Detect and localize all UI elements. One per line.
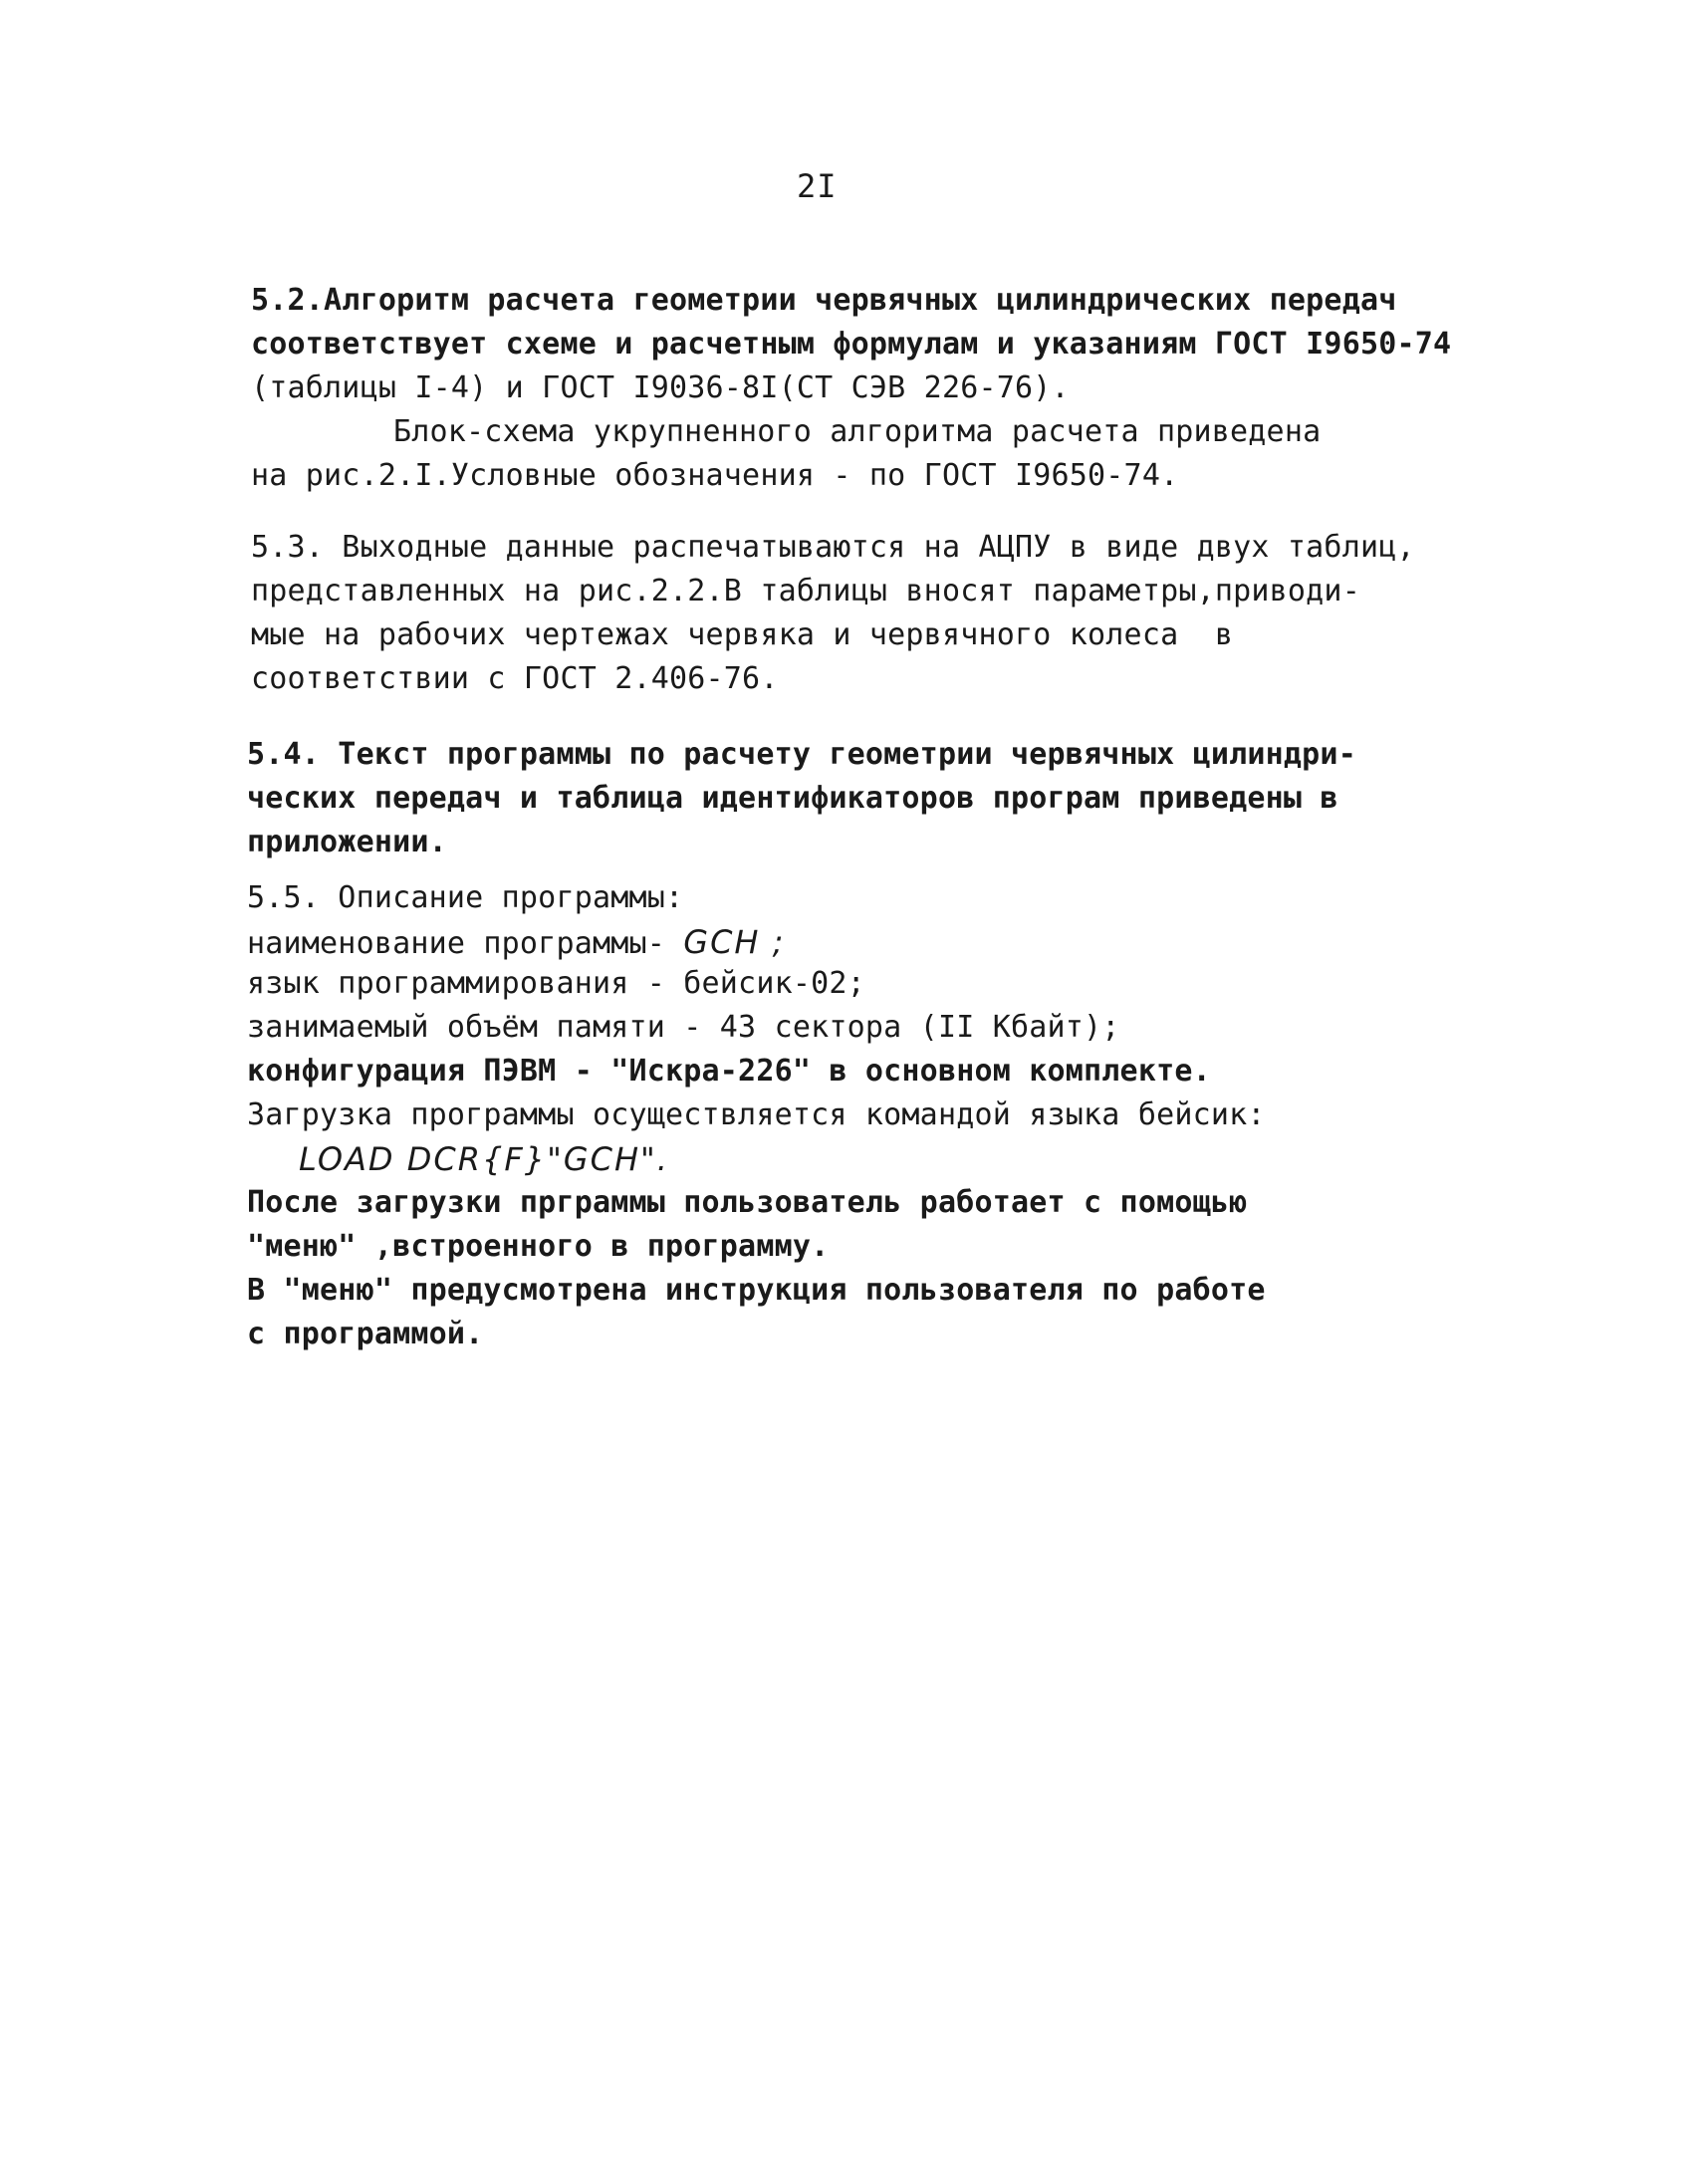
menu-line-1: В "меню" предусмотрена инструкция пользователя по работе [247, 1273, 1266, 1308]
section-5-5-heading: 5.5. Описание программы: [247, 880, 684, 915]
program-name-row [247, 922, 785, 964]
section-5-2-line-3: (таблицы I-4) и ГОСТ I9036-8I(СТ СЭВ 226-76). [251, 370, 1070, 405]
section-5-3-line-4: соответствии с ГОСТ 2.406-76. [251, 661, 779, 696]
section-5-2-line-4: Блок-схема укрупненного алгоритма расчета приведена [393, 414, 1322, 449]
section-5-4-line-1: 5.4. Текст программы по расчету геометрии червячных цилиндри- [247, 737, 1356, 772]
section-5-3-line-3: мые на рабочих чертежах червяка и червячного колеса в [251, 617, 1234, 652]
section-5-2-line-5: на рис.2.I.Условные обозначения - по ГОСТ I9650-74. [251, 458, 1179, 493]
section-5-3-line-1: 5.3. Выходные данные распечатываются на АЦПУ в виде двух таблиц, [251, 530, 1415, 565]
program-load-text: Загрузка программы осуществляется командой языка бейсик: [247, 1097, 1266, 1132]
section-5-4-line-3: приложении. [247, 825, 447, 859]
section-5-3-line-2: представленных на рис.2.2.В таблицы вносят параметры,приводи- [251, 574, 1360, 608]
program-language: язык программирования - бейсик-02; [247, 966, 865, 1001]
page-number: 2I [797, 167, 838, 205]
after-load-line-2: "меню" ,встроенного в программу. [247, 1229, 830, 1264]
section-5-4-line-2: ческих передач и таблица идентификаторов програм приведены в [247, 781, 1338, 816]
program-config: конфигурация ПЭВМ - "Искра-226" в основном комплекте. [247, 1054, 1211, 1089]
program-name-label: наименование программы- [247, 926, 684, 961]
program-memory: занимаемый объём памяти - 43 сектора (II Кбайт); [247, 1010, 1120, 1045]
program-load-command: LOAD DCR{F}"GCH". [299, 1140, 669, 1178]
section-5-2-line-1: 5.2.Алгоритм расчета геометрии червячных цилиндрических передач [251, 283, 1397, 318]
menu-line-2: с программой. [247, 1317, 484, 1351]
program-name-value: GCH ; [683, 923, 786, 961]
section-5-2-line-2: соответствует схеме и расчетным формулам и указаниям ГОСТ I9650-74 [251, 327, 1452, 362]
after-load-line-1: После загрузки прграммы пользователь работает с помощью [247, 1185, 1248, 1220]
